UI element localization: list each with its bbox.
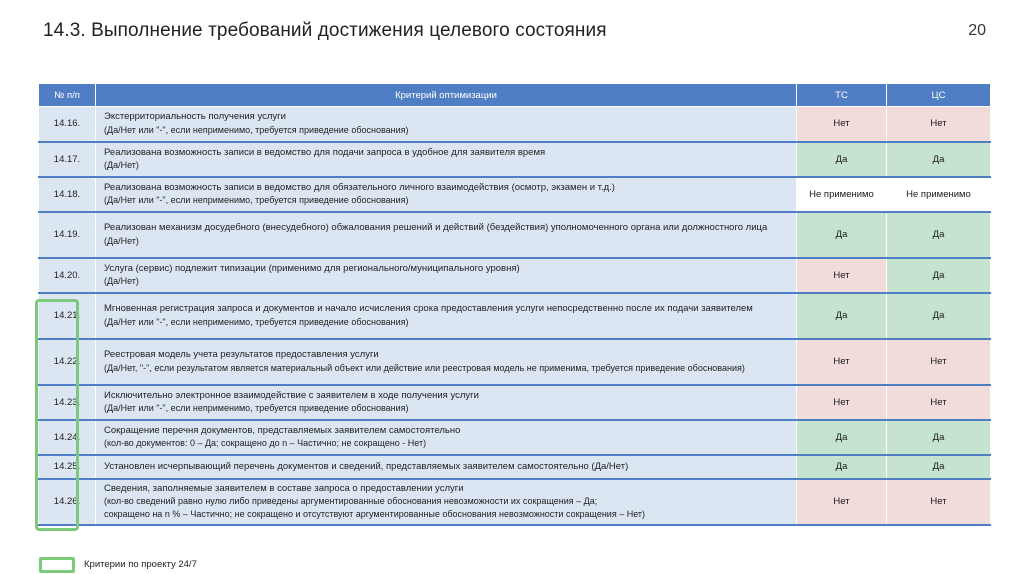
criterion-title: Исключительно электронное взаимодействие с заявителем в ходе получения услуги	[104, 389, 479, 401]
criterion-note: (Да/Нет)	[104, 276, 139, 287]
cs-value: Да	[887, 293, 991, 339]
ts-value: Да	[797, 212, 887, 258]
table-row	[39, 385, 991, 420]
criterion-title: Сокращение перечня документов, представляемых заявителем самостоятельно	[104, 424, 461, 436]
project-24-7-highlight-frame	[35, 299, 79, 531]
ts-value: Нет	[797, 339, 887, 385]
row-number: 14.23.	[39, 385, 96, 420]
table-row	[39, 339, 991, 385]
criterion-note: (Да/Нет или "-", если неприменимо, требуется приведение обоснования)	[104, 195, 409, 206]
criterion-title: Реализована возможность записи в ведомство для обязательного личного взаимодействия (осмотр, экзамен и т.д.)	[104, 181, 615, 193]
cs-value: Нет	[887, 339, 991, 385]
criterion-cell	[96, 339, 797, 385]
criterion-cell	[96, 479, 797, 525]
ts-value: Не применимо	[797, 177, 887, 212]
row-number: 14.18.	[39, 177, 96, 212]
criterion-note: (Да/Нет)	[104, 235, 139, 246]
criterion-note: (Да/Нет или "-", если неприменимо, требуется приведение обоснования)	[104, 403, 409, 414]
legend-swatch	[39, 557, 75, 573]
cs-value: Да	[887, 258, 991, 293]
column-header-ts: ТС	[797, 84, 887, 107]
row-number: 14.24.	[39, 420, 96, 455]
ts-value: Нет	[797, 258, 887, 293]
criterion-note: (Да/Нет)	[104, 160, 139, 171]
table-row	[39, 212, 991, 258]
criterion-cell	[96, 212, 797, 258]
ts-value: Да	[797, 455, 887, 479]
criterion-cell	[96, 107, 797, 142]
ts-value: Да	[797, 293, 887, 339]
criterion-note: (Да/Нет или "-", если неприменимо, требуется приведение обоснования)	[104, 316, 409, 327]
cs-value: Да	[887, 455, 991, 479]
ts-value: Да	[797, 142, 887, 177]
criterion-title: Экстерриториальность получения услуги	[104, 111, 286, 123]
criterion-cell	[96, 177, 797, 212]
criterion-note: (Да/Нет или "-", если неприменимо, требуется приведение обоснования)	[104, 125, 409, 136]
table-row	[39, 293, 991, 339]
criterion-note-continued: сокращено на n % – Частично; не сокращено и отсутствуют аргументированные обоснования невозможности сокращения – Нет)	[104, 509, 646, 520]
row-number: 14.22.	[39, 339, 96, 385]
criterion-cell	[96, 385, 797, 420]
cs-value: Нет	[887, 479, 991, 525]
page-number: 20	[968, 22, 986, 39]
table-row	[39, 479, 991, 525]
ts-value: Нет	[797, 385, 887, 420]
criterion-title: Реестровая модель учета результатов предоставления услуги	[104, 349, 379, 361]
page-title: 14.3. Выполнение требований достижения целевого состояния	[43, 20, 607, 41]
column-header-num: № п/п	[39, 84, 96, 107]
criteria-table	[38, 83, 991, 526]
cs-value: Нет	[887, 107, 991, 142]
row-number: 14.25.	[39, 455, 96, 479]
criterion-cell	[96, 420, 797, 455]
criterion-title: Сведения, заполняемые заявителем в составе запроса о предоставлении услуги	[104, 482, 464, 494]
cs-value: Не применимо	[887, 177, 991, 212]
table-row	[39, 420, 991, 455]
cs-value: Да	[887, 142, 991, 177]
column-header-criterion: Критерий оптимизации	[96, 84, 797, 107]
criterion-title: Реализован механизм досудебного (внесудебного) обжалования решений и действий (бездействия) уполномоченного органа или должностного лица	[104, 222, 768, 234]
criterion-cell	[96, 258, 797, 293]
table-header-row	[39, 84, 991, 107]
row-number: 14.21.	[39, 293, 96, 339]
criterion-cell	[96, 293, 797, 339]
ts-value: Да	[797, 420, 887, 455]
criterion-note: (кол-во документов: 0 – Да; сокращено до n – Частично; не сокращено - Нет)	[104, 438, 427, 449]
criterion-note: (кол-во сведений равно нулю либо приведены аргументированные обоснования невозможности их сокращения – Да;	[104, 496, 598, 507]
cs-value: Да	[887, 420, 991, 455]
table-row	[39, 107, 991, 142]
legend-label: Критерии по проекту 24/7	[84, 559, 197, 570]
criterion-title: Мгновенная регистрация запроса и документов и начало исчисления срока предоставления услуги непосредственно после их подачи заявителем	[104, 303, 753, 315]
criterion-cell	[96, 142, 797, 177]
criterion-note: (Да/Нет, "-", если результатом является материальный объект или действие или реестровая модель не применима, требуется приведение обоснования)	[104, 362, 745, 373]
cs-value: Да	[887, 212, 991, 258]
ts-value: Нет	[797, 479, 887, 525]
ts-value: Нет	[797, 107, 887, 142]
row-number: 14.20.	[39, 258, 96, 293]
table-row	[39, 258, 991, 293]
table-row	[39, 455, 991, 479]
criterion-title: Реализована возможность записи в ведомство для подачи запроса в удобное для заявителя время	[104, 146, 546, 158]
column-header-cs: ЦС	[887, 84, 991, 107]
table-row	[39, 177, 991, 212]
row-number: 14.26.	[39, 479, 96, 525]
criterion-title: Установлен исчерпывающий перечень документов и сведений, представляемых заявителем самостоятельно (Да/Нет)	[104, 460, 629, 472]
criterion-title: Услуга (сервис) подлежит типизации (применимо для регионального/муниципального уровня)	[104, 262, 520, 274]
row-number: 14.16.	[39, 107, 96, 142]
criterion-cell	[96, 455, 797, 479]
table-row	[39, 142, 991, 177]
row-number: 14.19.	[39, 212, 96, 258]
row-number: 14.17.	[39, 142, 96, 177]
cs-value: Нет	[887, 385, 991, 420]
